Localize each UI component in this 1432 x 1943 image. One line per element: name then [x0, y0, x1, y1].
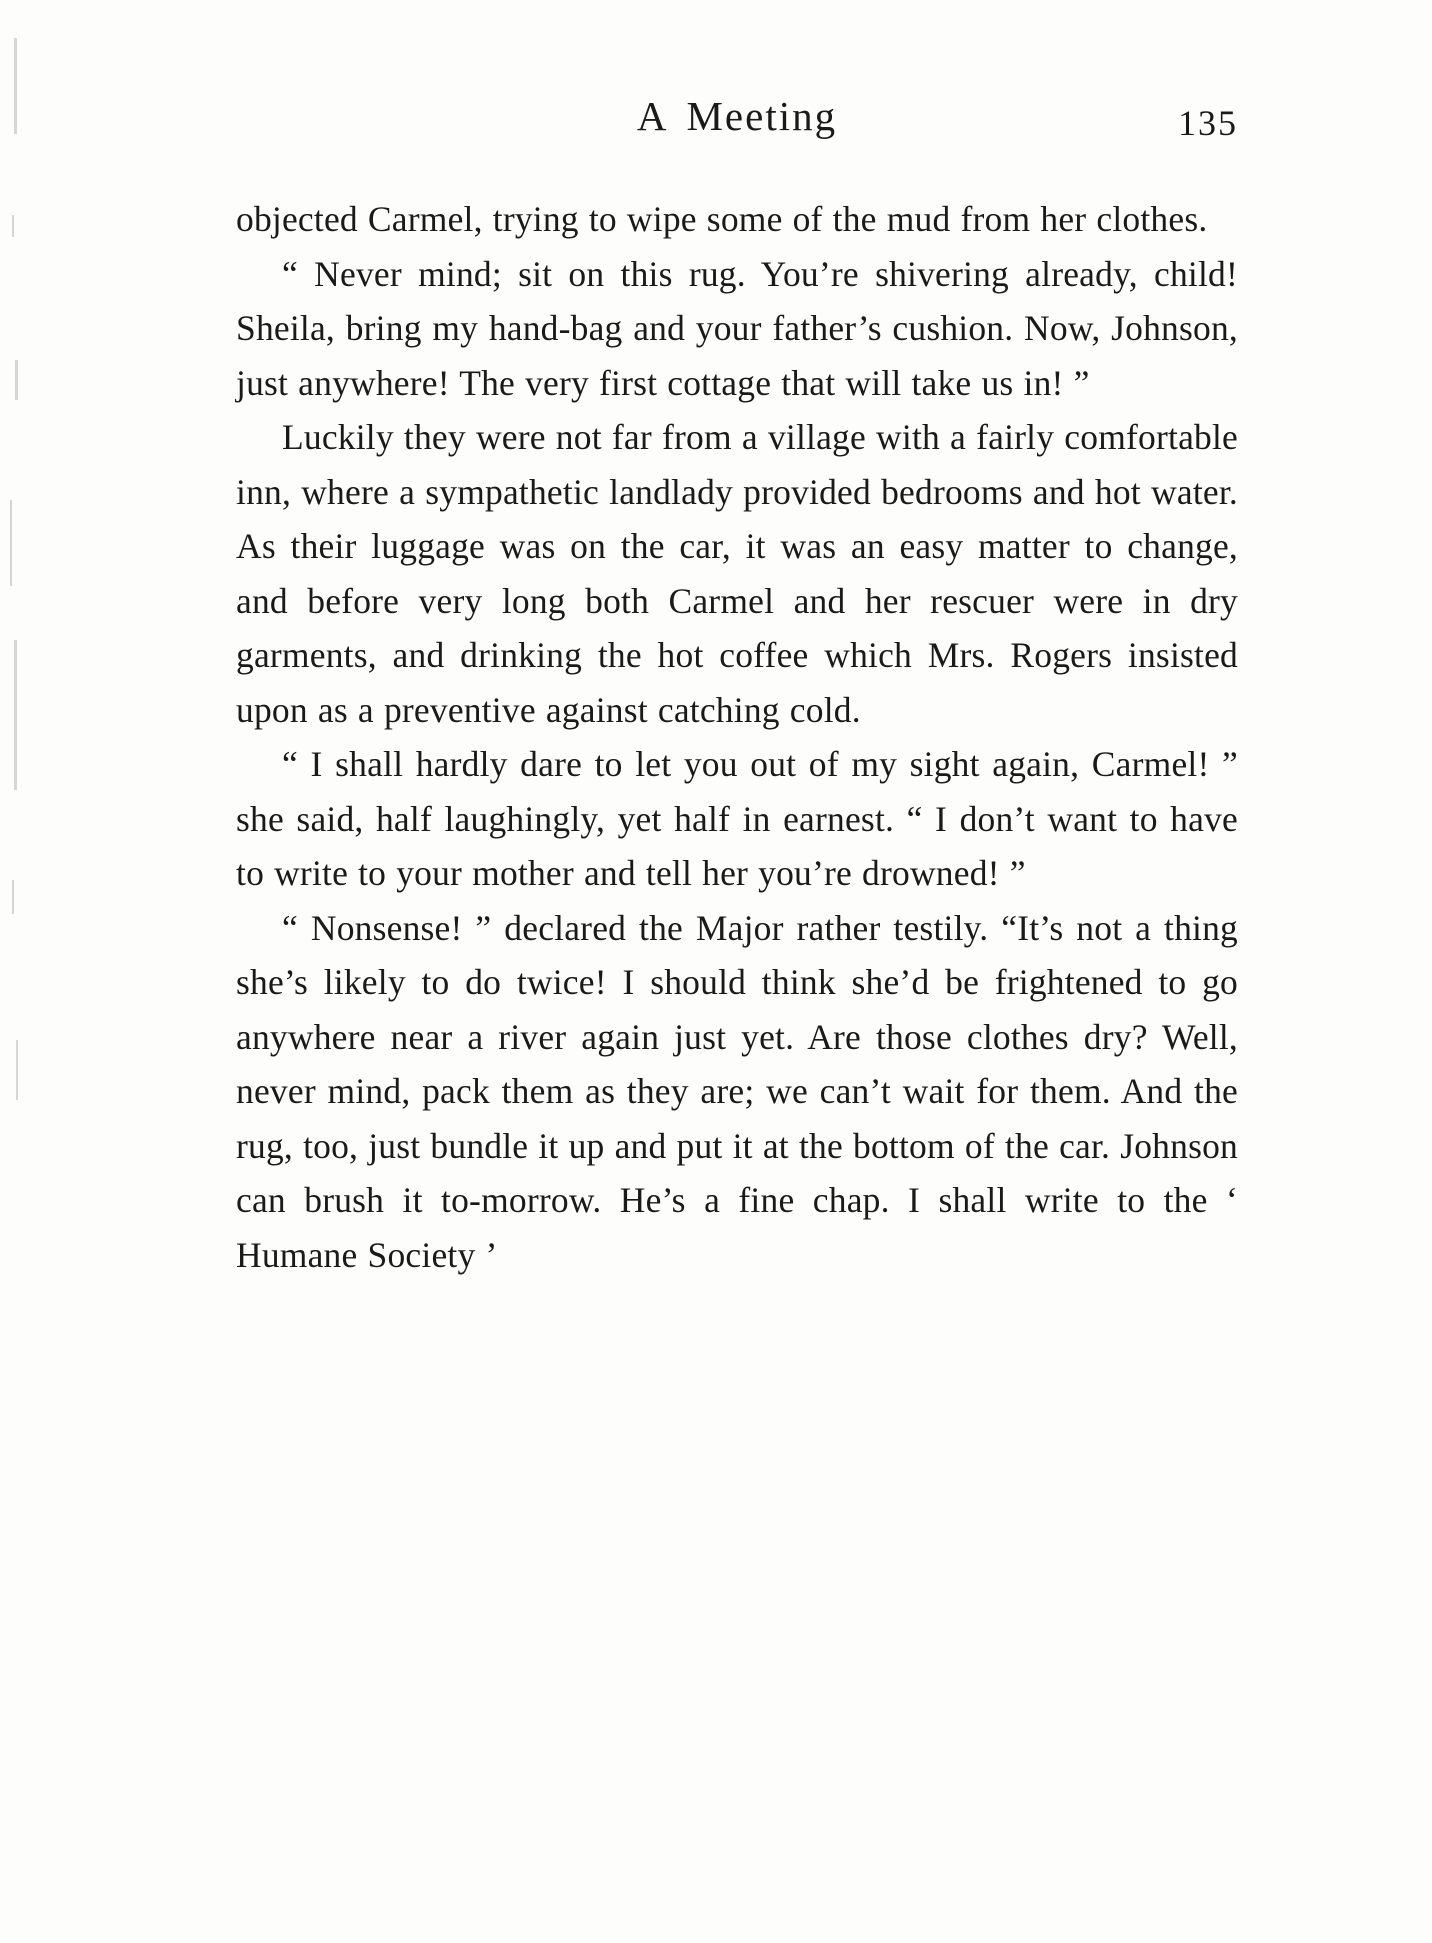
scan-gutter-artifacts — [0, 0, 60, 1943]
paragraph: objected Carmel, trying to wipe some of the mud from her clothes. — [236, 199, 1208, 239]
paragraph: Luckily they were not far from a village with a fairly comfortable inn, where a sympathetic landlady provided bedrooms and hot water. As their luggage was on the car, it was an easy matter to change, and before very long both Carmel and her rescuer were in dry garments, and drinking the hot coffee which Mrs. Rogers insisted upon as a preventive against catching cold. — [236, 417, 1238, 730]
paragraph: “ Nonsense! ” declared the Major rather testily. “It’s not a thing she’s likely to do twice! I should think she’d be frightened to go anywhere near a river again just yet. Are those clothes dry? Well, never mind, pack them as they are; we can’t wait for them. And the rug, too, just bundle it up and put it at the bottom of the car. Johnson can brush it to-morrow. He’s a fine chap. I shall write to the ‘ Humane Society ’ — [236, 907, 1238, 1275]
page-number: 135 — [1178, 103, 1238, 143]
running-title: A Meeting — [636, 93, 838, 139]
page-header — [236, 92, 1238, 164]
body-text — [236, 192, 1238, 1282]
paragraph: “ Never mind; sit on this rug. You’re shivering already, child! Sheila, bring my hand-bag and your father’s cushion. Now, Johnson, just anywhere! The very first cottage that will take us in! ” — [236, 253, 1238, 403]
paragraph: “ I shall hardly dare to let you out of my sight again, Carmel! ” she said, half laughingly, yet half in earnest. “ I don’t want to have to write to your mother and tell her you’re drowned! ” — [236, 744, 1238, 893]
page-content — [236, 92, 1238, 1282]
